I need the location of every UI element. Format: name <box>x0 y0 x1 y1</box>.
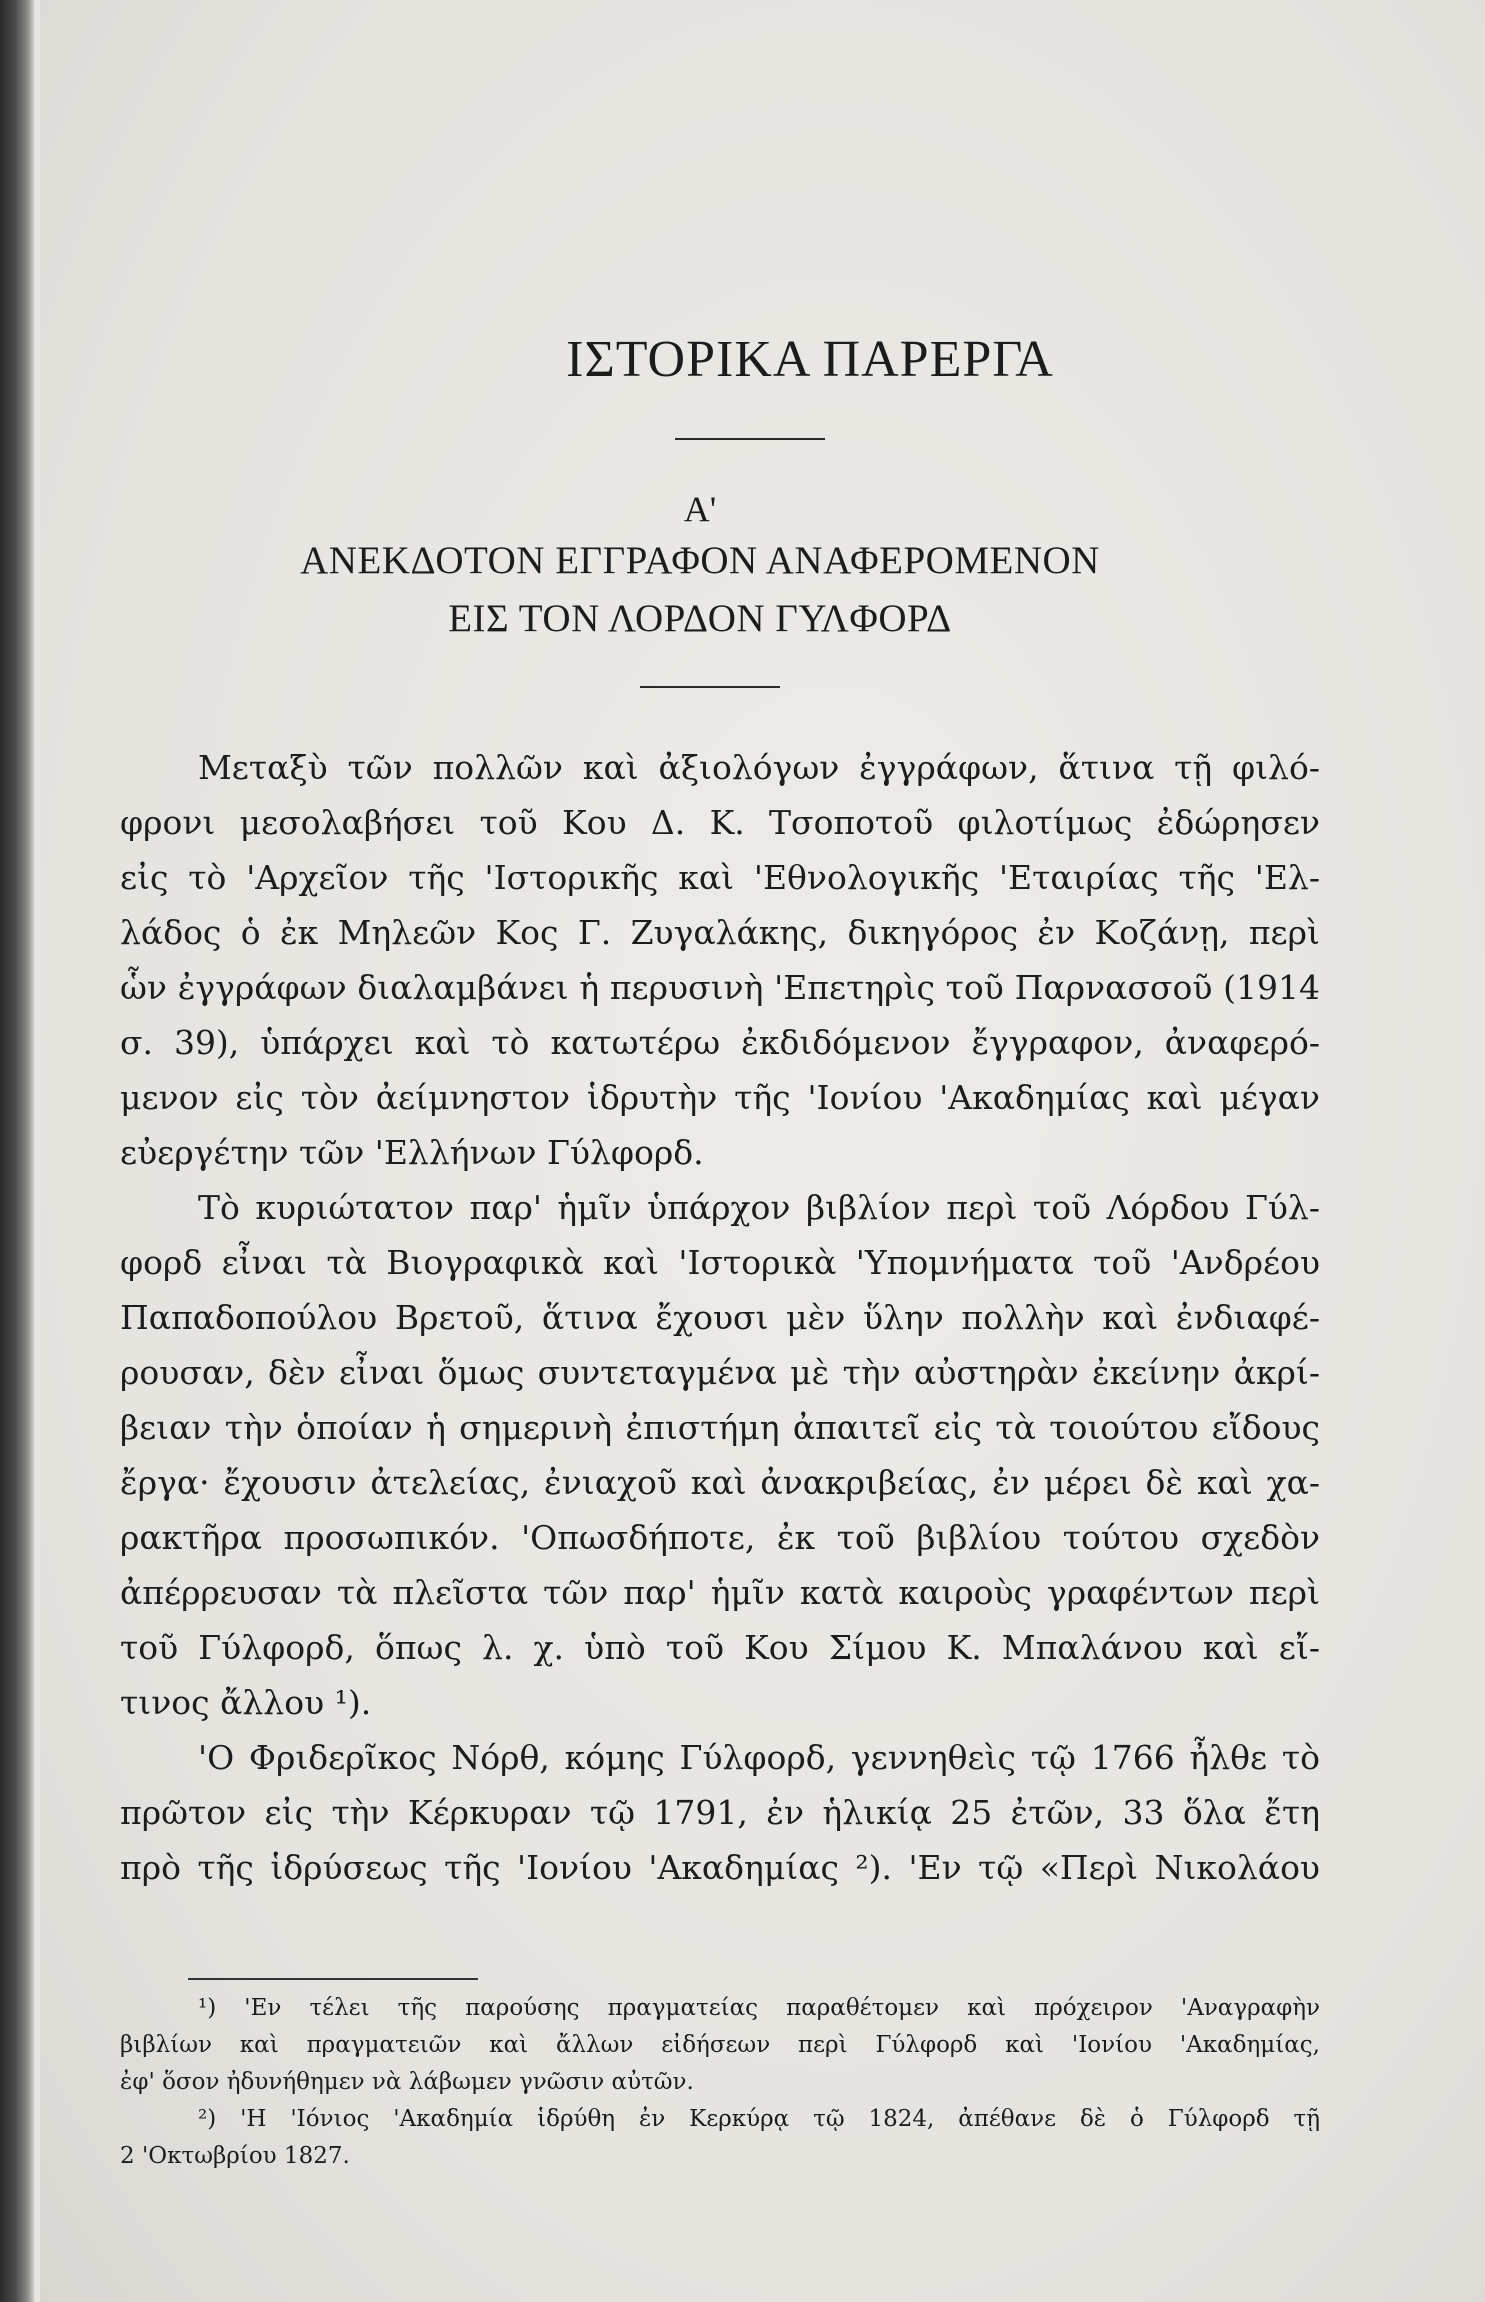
heading-divider <box>675 438 825 440</box>
text-line: εἰς τὸ 'Αρχεῖον τῆς 'Ιστορικῆς καὶ 'Εθνολογικῆς 'Εταιρίας τῆς 'Ελ- <box>120 858 1320 897</box>
text-line: εὐεργέτην τῶν 'Ελλήνων Γύλφορδ. <box>120 1133 704 1172</box>
footnotes <box>120 1990 1320 2175</box>
text-line: σ. 39), ὑπάρχει καὶ τὸ κατωτέρω ἐκδιδόμενον ἔγγραφον, ἀναφερό- <box>120 1023 1320 1062</box>
body-text <box>120 740 1320 1895</box>
text-line: ὧν ἐγγράφων διαλαμβάνει ἡ περυσινὴ 'Επετηρὶς τοῦ Παρνασσοῦ (1914 <box>120 968 1320 1007</box>
text-line: Μεταξὺ τῶν πολλῶν καὶ ἀξιολόγων ἐγγράφων, ἅτινα τῇ φιλό- <box>198 748 1320 787</box>
footnote-divider <box>188 1978 478 1980</box>
text-line: ἔργα· ἔχουσιν ἀτελείας, ἐνιαχοῦ καὶ ἀνακριβείας, ἐν μέρει δὲ καὶ χα- <box>120 1463 1320 1502</box>
section-numeral: Α' <box>683 489 717 529</box>
text-line: πρὸ τῆς ἱδρύσεως τῆς 'Ιονίου 'Ακαδημίας ²). 'Εν τῷ «Περὶ Νικολάου <box>120 1848 1320 1887</box>
text-line: ἀπέρρευσαν τὰ πλεῖστα τῶν παρ' ἡμῖν κατὰ καιροὺς γραφέντων περὶ <box>120 1573 1320 1612</box>
footnote-line: 2 'Οκτωβρίου 1827. <box>120 2143 350 2169</box>
book-page <box>40 0 1485 2302</box>
section-subtitle-line: ΑΝΕΚΔΟΤΟΝ ΕΓΓΡΑΦΟΝ ΑΝΑΦΕΡΟΜΕΝΟΝ <box>300 539 1100 582</box>
text-line: φορδ εἶναι τὰ Βιογραφικὰ καὶ 'Ιστορικὰ 'Υπομνήματα τοῦ 'Ανδρέου <box>120 1243 1320 1282</box>
text-line: τοῦ Γύλφορδ, ὅπως λ. χ. ὑπὸ τοῦ Κου Σίμου Κ. Μπαλάνου καὶ εἴ- <box>120 1628 1320 1667</box>
book-spine-shadow <box>0 0 34 2302</box>
text-line: πρῶτον εἰς τὴν Κέρκυραν τῷ 1791, ἐν ἡλικίᾳ 25 ἐτῶν, 33 ὅλα ἔτη <box>120 1793 1320 1832</box>
text-line: φρονι μεσολαβήσει τοῦ Κου Δ. Κ. Τσοποτοῦ φιλοτίμως ἐδώρησεν <box>120 803 1320 842</box>
footnote-line: ²) 'Η 'Ιόνιος 'Ακαδημία ἱδρύθη ἐν Κερκύρᾳ τῷ 1824, ἀπέθανε δὲ ὁ Γύλφορδ τῇ <box>198 2106 1320 2132</box>
footnote-line: ἐφ' ὅσον ἠδυνήθημεν νὰ λάβωμεν γνῶσιν αὐτῶν. <box>120 2069 694 2095</box>
text-line: ρουσαν, δὲν εἶναι ὅμως συντεταγμένα μὲ τὴν αὐστηρὰν ἐκείνην ἀκρί- <box>120 1353 1320 1392</box>
footnote-line: ¹) 'Εν τέλει τῆς παρούσης πραγματείας παραθέτομεν καὶ πρόχειρον 'Αναγραφὴν <box>198 1995 1320 2021</box>
text-line: βειαν τὴν ὁποίαν ἡ σημερινὴ ἐπιστήμη ἀπαιτεῖ εἰς τὰ τοιούτου εἴδους <box>120 1408 1320 1447</box>
text-line: Παπαδοπούλου Βρετοῦ, ἅτινα ἔχουσι μὲν ὕλην πολλὴν καὶ ἐνδιαφέ- <box>120 1298 1320 1337</box>
text-line: Τὸ κυριώτατον παρ' ἡμῖν ὑπάρχον βιβλίον περὶ τοῦ Λόρδου Γύλ- <box>198 1188 1320 1227</box>
page-heading: ΙΣΤΟΡΙΚΑ ΠΑΡΕΡΓΑ <box>566 331 1054 388</box>
section-subtitle-line: ΕΙΣ ΤΟΝ ΛΟΡΔΟΝ ΓΥΛΦΟΡΔ <box>448 597 952 640</box>
text-line: λάδος ὁ ἐκ Μηλεῶν Κος Γ. Ζυγαλάκης, δικηγόρος ἐν Κοζάνῃ, περὶ <box>120 913 1320 952</box>
text-line: 'Ο Φριδερῖκος Νόρθ, κόμης Γύλφορδ, γεννηθεὶς τῷ 1766 ἦλθε τὸ <box>198 1738 1320 1777</box>
text-line: ρακτῆρα προσωπικόν. 'Οπωσδήποτε, ἐκ τοῦ βιβλίου τούτου σχεδὸν <box>120 1518 1320 1557</box>
subtitle-divider <box>640 686 780 688</box>
text-line: μενον εἰς τὸν ἀείμνηστον ἱδρυτὴν τῆς 'Ιονίου 'Ακαδημίας καὶ μέγαν <box>120 1078 1320 1117</box>
text-line: τινος ἄλλου ¹). <box>120 1683 372 1722</box>
footnote-line: βιβλίων καὶ πραγματειῶν καὶ ἄλλων εἰδήσεων περὶ Γύλφορδ καὶ 'Ιονίου 'Ακαδημίας, <box>120 2032 1320 2058</box>
